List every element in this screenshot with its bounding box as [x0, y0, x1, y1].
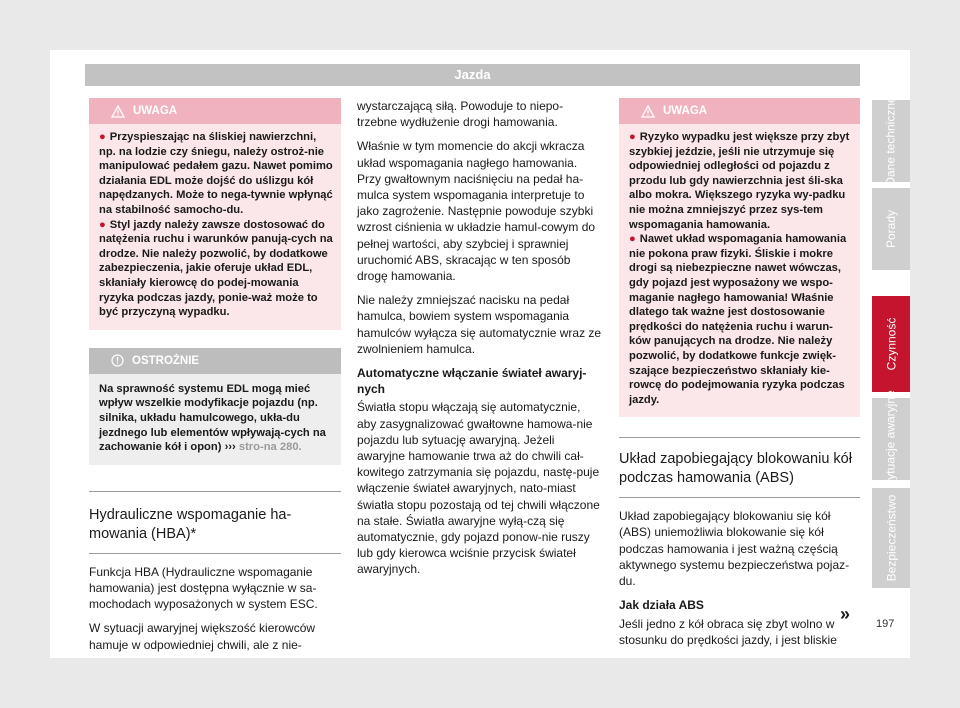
warning-header [619, 98, 860, 124]
warning-box [89, 98, 341, 330]
column-3 [619, 98, 860, 656]
page-number: 197 [876, 618, 895, 630]
tab-porady[interactable] [872, 188, 910, 270]
paragraph: Jeśli jedno z kół obraca się zbyt wolno w stosunku do prędkości jazdy, i jest bliskie [619, 616, 837, 647]
warning-triangle-icon [111, 105, 125, 118]
caution-text: Na sprawność systemu EDL mogą mieć wpływ wszelkie modyfikacje pojazdu (np. silnika, układu hamulcowego, ukła-du jezdnego lub elementów wpływają-cych na zachowanie kół i opon) ››› stro-na 280. [99, 382, 326, 454]
tab-sytuacje-awaryjne[interactable] [872, 390, 910, 488]
tab-label: Dane techniczne [884, 96, 899, 186]
subheading-hazard-lights: Automatyczne włączanie świateł awaryj-nych [357, 366, 587, 397]
caution-box [89, 348, 341, 465]
caution-label: OSTROŻNIE [132, 354, 200, 367]
warning-header [89, 98, 341, 124]
warning-box [619, 98, 860, 417]
section-title-abs: Układ zapobiegający blokowaniu kół podczas hamowania (ABS) [619, 437, 860, 498]
paragraph: wystarczającą siłą. Powoduje to niepo-trzebne wydłużenie drogi hamowania. [357, 99, 564, 130]
warning-label: UWAGA [133, 105, 178, 117]
bullet-icon: ● [629, 233, 636, 246]
tab-bezpieczenstwo[interactable] [872, 488, 910, 588]
tab-label: Porady [884, 209, 898, 249]
section-title-hba: Hydrauliczne wspomaganie ha-mowania (HBA)* [89, 491, 341, 554]
header-title: Jazda [85, 64, 860, 86]
column-2 [357, 98, 603, 586]
tab-label: Czynność [884, 317, 898, 371]
tab-label: Bezpieczeństwo [884, 494, 898, 582]
subheading-how-abs-works: Jak działa ABS [619, 598, 704, 613]
caution-header [89, 348, 341, 374]
page-reference-link[interactable]: stro-na 280. [238, 441, 302, 454]
bullet-icon: ● [99, 131, 106, 143]
paragraph: Układ zapobiegający blokowaniu się kół (ABS) uniemożliwia blokowanie się kół podczas hamowania i jest ważną częścią aktywnego systemu bezpieczeństwa pojaz-du. [619, 509, 850, 589]
paragraph: Właśnie w tym momencie do akcji wkracza układ wspomagania nagłego hamowania. Przy gwałtownym naciśnięciu na pedał ha-mulca system wspomagania interpretuje to jako zagrożenie. Następnie powoduje szybki wzrost ciśnienia w układzie hamul-cowym do pełnej wartości, aby szybciej i sprawniej uruchomić ABS, skracając w ten sposób drogę hamowania. [357, 139, 596, 284]
column-1 [89, 98, 341, 661]
warning-triangle-icon [641, 105, 655, 118]
warning-item: ● Styl jazdy należy zawsze dostosować do natężenia ruchu i warunków panują-cych na drodze. Nie należy pozwolić, by dodatkowe zabezpieczenia, jakie oferuje układ EDL, skłaniały kierowcę do podej-mowania ryzyka podczas jazdy, ponie-waż może to być przyczyną wypadku. [99, 218, 333, 319]
continue-arrow-icon: » [840, 604, 851, 624]
reference-arrow-icon: ››› [224, 441, 236, 454]
bullet-icon: ● [629, 131, 636, 143]
tab-czynnosc[interactable] [872, 296, 910, 392]
paragraph: W sytuacji awaryjnej większość kierowców hamuje w odpowiedniej chwili, ale z nie- [89, 621, 316, 652]
paragraph: Funkcja HBA (Hydrauliczne wspomaganie hamowania) jest dostępna wyłącznie w sa-mochodach wyposażonych w system ESC. [89, 564, 318, 612]
bullet-icon: ● [99, 218, 106, 231]
paragraph: Światła stopu włączają się automatycznie, aby zasygnalizować gwałtowne hamowa-nie pojazdu lub sytuację awaryjną. Jeżeli awaryjne hamowanie trwa aż do chwili cał-kowitego zatrzymania się pojazdu, nastę-puje włączenie świateł awaryjnych, nato-miast światła stopu pozostają od tej chwili włączone na stałe. Światła awaryjne wyłą-czą się automatycznie, gdy pojazd ponow-nie ruszy lub gdy kierowca wciśnie przycisk świateł awaryjnych. [357, 400, 600, 577]
tab-dane-techniczne[interactable] [872, 96, 910, 186]
warning-item: ● Przyspieszając na śliskiej nawierzchni, np. na lodzie czy śniegu, należy ostroż-nie manipulować pedałem gazu. Nawet pomimo działania EDL może dojść do uślizgu kół napędzanych. Może to nega-tywnie wpłynąć na stabilność samocho-du. [99, 131, 333, 216]
warning-item: ● Nawet układ wspomagania hamowania nie pokona praw fizyki. Śliskie i mokre drogi są niebezpieczne nawet wówczas, gdy pojazd jest wyposażony we wspo-maganie nagłego hamowania! Właśnie dlatego tak ważne jest dostosowanie prędkości do natężenia ruchu i warun-ków panujących na drodze. Nie należy pozwolić, by dodatkowe funkcje zwięk-szające bezpieczeństwo skłaniały kie-rowcę do podejmowania ryzyka podczas jazdy. [629, 233, 847, 406]
info-circle-icon [111, 354, 124, 367]
warning-item: ● Ryzyko wypadku jest większe przy zbyt szybkiej jeździe, jeśli nie utrzymuje się odpowiedniej odległości od pojazdu z przodu lub gdy nawierzchnia jest śli-ska albo mokra. Większego ryzyka wy-padku nie można zmniejszyć przez sys-tem wspomagania hamowania. [629, 131, 850, 231]
paragraph: Nie należy zmniejszać nacisku na pedał hamulca, bowiem system wspomagania hamulców wyłącza się automatycznie wraz ze zwolnieniem hamulca. [357, 293, 602, 356]
warning-label: UWAGA [663, 105, 708, 117]
tab-label: Sytuacje awaryjne [884, 390, 899, 488]
